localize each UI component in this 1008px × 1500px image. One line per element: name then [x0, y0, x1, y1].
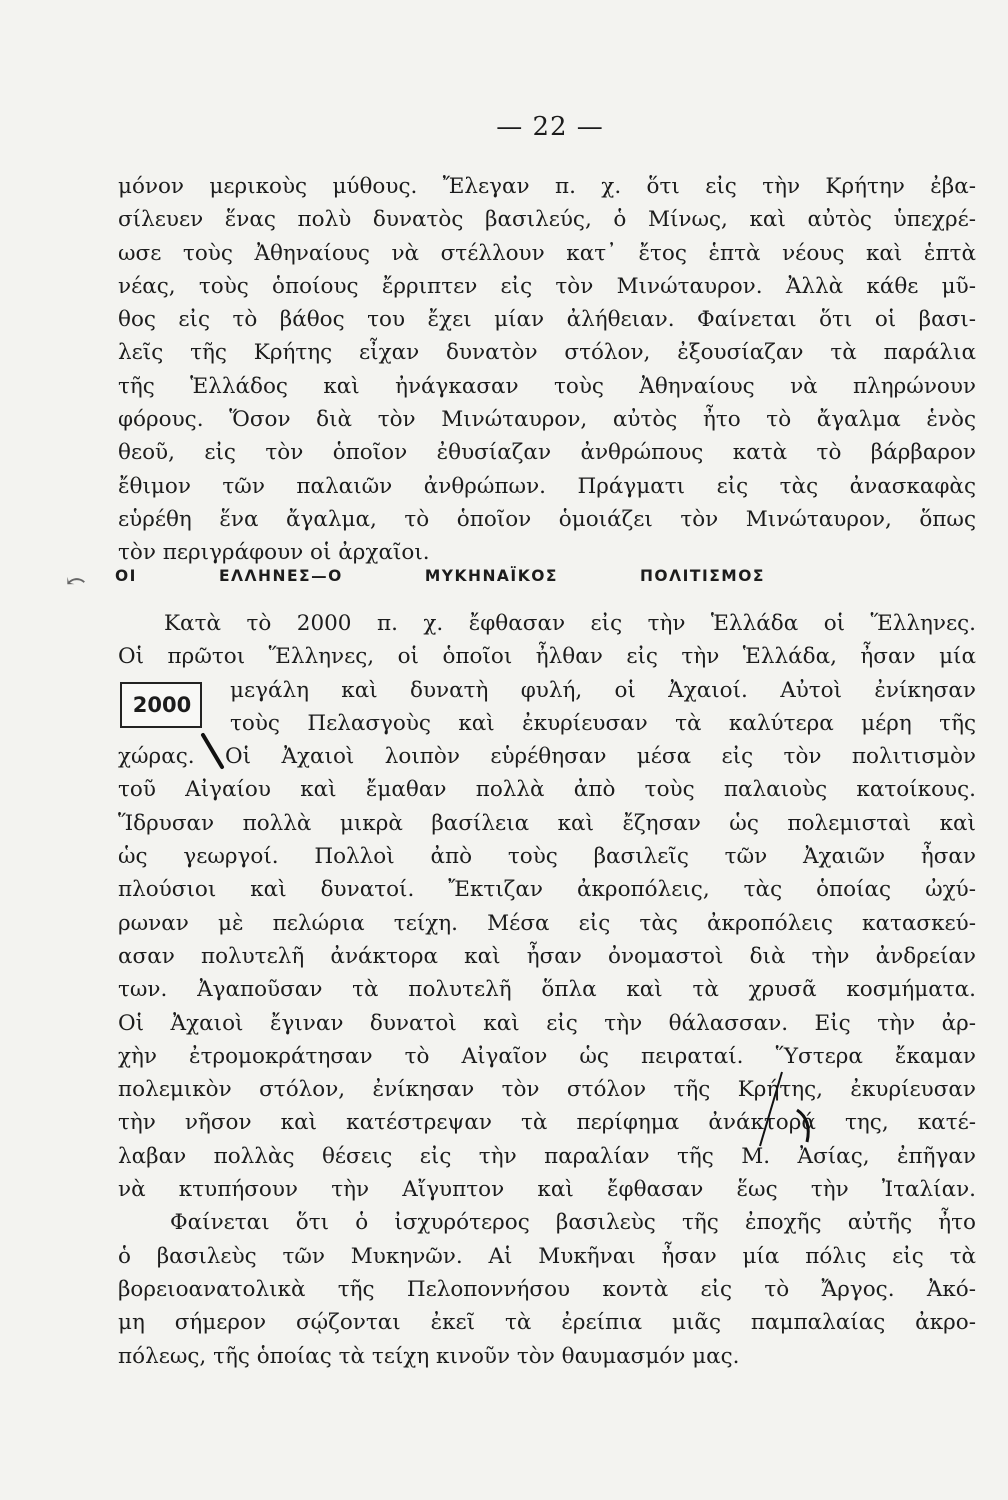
text-line: χώρας. Οἱ Ἀχαιοὶ λοιπὸν εὑρέθησαν μέσα εἰς τὸν πολιτισμὸν — [118, 744, 976, 770]
text-line: Φαίνεται ὅτι ὁ ἰσχυρότερος βασιλεὺς τῆς ἐποχῆς αὐτῆς ἦτο — [170, 1210, 976, 1236]
text-line: Κατὰ τὸ 2000 π. χ. ἔφθασαν εἰς τὴν Ἑλλάδα οἱ Ἕλληνες. — [164, 611, 976, 636]
text-line: βορειοανατολικὰ τῆς Πελοποννήσου κοντὰ εἰς τὸ Ἄργος. Ἀκό- — [118, 1276, 976, 1302]
text-line: των. Ἀγαποῦσαν τὰ πολυτελῆ ὅπλα καὶ τὰ χρυσᾶ κοσμήματα. — [118, 977, 976, 1003]
text-line: ἔθιμον τῶν παλαιῶν ἀνθρώπων. Πράγματι εἰς τὰς ἀνασκαφὰς — [118, 473, 976, 499]
text-line: πολεμικὸν στόλον, ἐνίκησαν τὸν στόλον τῆς Κρήτης, ἐκυρίευσαν — [118, 1077, 976, 1103]
text-line: ὁ βασιλεὺς τῶν Μυκηνῶν. Αἱ Μυκῆναι ἦσαν μία πόλις εἰς τὰ — [118, 1243, 976, 1269]
pen-stroke-mark-icon — [200, 732, 226, 772]
text-line: μη σήμερον σῴζονται ἐκεῖ τὰ ἐρείπια μιᾶς παμπαλαίας ἀκρο- — [118, 1310, 976, 1336]
text-line: θεοῦ, εἰς τὸν ὁποῖον ἐθυσίαζαν ἀνθρώπους κατὰ τὸ βάρβαρον — [118, 440, 976, 466]
text-line: Οἱ Ἀχαιοὶ ἔγιναν δυνατοὶ καὶ εἰς τὴν θάλασσαν. Εἰς τὴν ἀρ- — [118, 1010, 976, 1036]
text-line: ωσε τοὺς Ἀθηναίους νὰ στέλλουν κατ᾽ ἔτος ἑπτὰ νέους καὶ ἑπτὰ — [118, 240, 976, 266]
text-line: χὴν ἐτρομοκράτησαν τὸ Αἰγαῖον ὡς πειραταί. Ὕστερα ἔκαμαν — [118, 1043, 976, 1069]
text-line: τὸν περιγράφουν οἱ ἀρχαῖοι. — [118, 540, 430, 566]
text-line: τοῦ Αἰγαίου καὶ ἔμαθαν πολλὰ ἀπὸ τοὺς παλαιοὺς κατοίκους. — [118, 777, 976, 803]
text-line: τὴν νῆσον καὶ κατέστρεψαν τὰ περίφημα ἀνάκτορά της, κατέ- — [118, 1110, 976, 1136]
text-line: ρωναν μὲ πελώρια τείχη. Μέσα εἰς τὰς ἀκροπόλεις κατασκεύ- — [118, 910, 976, 936]
text-line: λαβαν πολλὰς θέσεις εἰς τὴν παραλίαν τῆς Μ. Ἀσίας, ἐπῆγαν — [118, 1143, 976, 1169]
text-line: Ἵδρυσαν πολλὰ μικρὰ βασίλεια καὶ ἔζησαν ὡς πολεμισταὶ καὶ — [118, 810, 976, 836]
text-line: λεῖς τῆς Κρήτης εἶχαν δυνατὸν στόλον, ἐξουσίαζαν τὰ παράλια — [118, 340, 976, 366]
text-line: μεγάλη καὶ δυνατὴ φυλή, οἱ Ἀχαιοί. Αὐτοὶ ἐνίκησαν — [230, 677, 976, 703]
paragraph-minotaur — [118, 170, 976, 570]
text-line: ασαν πολυτελῆ ἀνάκτορα καὶ ἦσαν ὀνομαστοὶ διὰ τὴν ἀνδρείαν — [118, 943, 976, 969]
paragraph-achaeans — [118, 607, 976, 1373]
text-line: θος εἰς τὸ βάθος του ἔχει μίαν ἀλήθειαν. Φαίνεται ὅτι οἱ βασι- — [118, 307, 976, 333]
page-number: — 22 — — [496, 112, 604, 142]
text-line: νὰ κτυπήσουν τὴν Αἴγυπτον καὶ ἔφθασαν ἕως τὴν Ἰταλίαν. — [118, 1177, 976, 1203]
text-line: φόρους. Ὅσον διὰ τὸν Μινώταυρον, αὐτὸς ἦτο τὸ ἄγαλμα ἑνὸς — [118, 407, 976, 433]
text-line: πόλεως, τῆς ὁποίας τὰ τείχη κινοῦν τὸν θαυμασμόν μας. — [118, 1343, 740, 1369]
text-line: σίλευεν ἕνας πολὺ δυνατὸς βασιλεύς, ὁ Μίνως, καὶ αὐτὸς ὑπεχρέ- — [118, 207, 976, 233]
pen-stroke-mark-icon — [752, 1070, 822, 1150]
text-line: νέας, τοὺς ὁποίους ἔρριπτεν εἰς τὸν Μινώταυρον. Ἀλλὰ κάθε μῦ- — [118, 273, 976, 299]
section-heading: ΟΙ ΕΛΛΗΝΕΣ—Ο ΜΥΚΗΝΑΪΚΟΣ ΠΟΛΙΤΙΣΜΟΣ — [115, 567, 765, 585]
text-line: ὡς γεωργοί. Πολλοὶ ἀπὸ τοὺς βασιλεῖς τῶν Ἀχαιῶν ἦσαν — [118, 844, 976, 870]
text-line: τῆς Ἑλλάδος καὶ ἠνάγκασαν τοὺς Ἀθηναίους νὰ πληρώνουν — [118, 373, 976, 399]
text-line: εὑρέθη ἕνα ἄγαλμα, τὸ ὁποῖον ὁμοιάζει τὸν Μινώταυρον, ὅπως — [118, 506, 976, 532]
text-line: τοὺς Πελασγοὺς καὶ ἐκυρίευσαν τὰ καλύτερα μέρη τῆς — [230, 710, 976, 736]
margin-year-box: 2000 — [120, 682, 202, 728]
margin-mark-icon: ⤺ — [66, 567, 87, 595]
text-line: Οἱ πρῶτοι Ἕλληνες, οἱ ὁποῖοι ἦλθαν εἰς τὴν Ἑλλάδα, ἦσαν μία — [118, 644, 976, 670]
text-line: πλούσιοι καὶ δυνατοί. Ἔκτιζαν ἀκροπόλεις, τὰς ὁποίας ὠχύ- — [118, 877, 976, 903]
text-line: μόνον μερικοὺς μύθους. Ἔλεγαν π. χ. ὅτι εἰς τὴν Κρήτην ἐβα- — [118, 174, 976, 199]
